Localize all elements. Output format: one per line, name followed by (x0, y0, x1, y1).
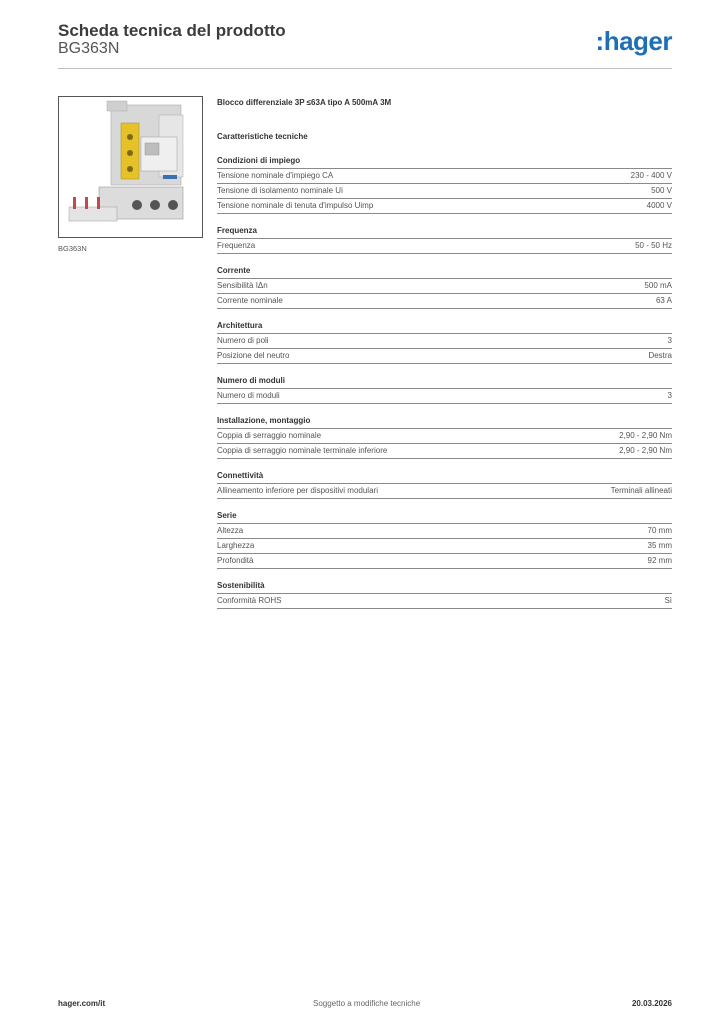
product-code: BG363N (58, 40, 120, 57)
spec-label: Numero di moduli (217, 391, 280, 400)
spec-section (217, 509, 672, 569)
page-title: Scheda tecnica del prodotto (58, 21, 286, 40)
spec-row (217, 429, 672, 444)
spec-label: Frequenza (217, 241, 256, 250)
spec-row (217, 484, 672, 499)
spec-label: Profondità (217, 556, 254, 565)
section-title: Numero di moduli (217, 374, 672, 389)
spec-row (217, 554, 672, 569)
spec-section (217, 374, 672, 404)
spec-row (217, 279, 672, 294)
spec-row (217, 349, 672, 364)
section-title: Connettività (217, 469, 672, 484)
spec-row (217, 184, 672, 199)
spec-label: Posizione del neutro (217, 351, 290, 360)
spec-row (217, 169, 672, 184)
spec-section (217, 414, 672, 459)
spec-label: Coppia di serraggio nominale terminale inferiore (217, 446, 388, 455)
spec-value: 2,90 - 2,90 Nm (619, 431, 672, 440)
section-title: Sostenibilità (217, 579, 672, 594)
spec-label: Tensione nominale d'impiego CA (217, 171, 334, 180)
spec-row (217, 539, 672, 554)
spec-label: Altezza (217, 526, 244, 535)
spec-sections (217, 154, 672, 609)
spec-value: 4000 V (646, 201, 672, 210)
spec-value: Sì (664, 596, 672, 605)
spec-row (217, 389, 672, 404)
spec-value: 2,90 - 2,90 Nm (619, 446, 672, 455)
spec-section (217, 579, 672, 609)
section-title: Frequenza (217, 224, 672, 239)
footer-date: 20.03.2026 (631, 999, 672, 1008)
product-image-caption: BG363N (58, 244, 87, 253)
footer-notice: Soggetto a modifiche tecniche (313, 999, 421, 1008)
spec-value: 50 - 50 Hz (635, 241, 672, 250)
product-name: Blocco differenziale 3P ≤63A tipo A 500mA 3M (217, 98, 392, 107)
spec-section (217, 319, 672, 364)
spec-value: 92 mm (647, 556, 672, 565)
characteristics-heading: Caratteristiche tecniche (217, 132, 308, 141)
spec-value: 35 mm (647, 541, 672, 550)
spec-row (217, 199, 672, 214)
section-title: Corrente (217, 264, 672, 279)
spec-content (217, 96, 672, 609)
spec-value: 230 - 400 V (630, 171, 672, 180)
spec-row (217, 444, 672, 459)
spec-value: 3 (667, 391, 672, 400)
spec-value: 63 A (655, 296, 672, 305)
section-title: Condizioni di impiego (217, 154, 672, 169)
spec-label: Conformità ROHS (217, 596, 282, 605)
spec-value: 3 (667, 336, 672, 345)
spec-label: Corrente nominale (217, 296, 283, 305)
spec-label: Tensione nominale di tenuta d'impulso Uimp (217, 201, 374, 210)
product-image (59, 97, 202, 237)
spec-row (217, 334, 672, 349)
spec-label: Larghezza (217, 541, 255, 550)
spec-label: Tensione di isolamento nominale Ui (217, 186, 343, 195)
spec-row (217, 594, 672, 609)
footer-website[interactable]: hager.com/it (58, 999, 106, 1008)
spec-row (217, 524, 672, 539)
spec-section (217, 154, 672, 214)
spec-row (217, 294, 672, 309)
section-title: Serie (217, 509, 672, 524)
header-divider (58, 68, 672, 69)
spec-value: Destra (648, 351, 672, 360)
product-image-frame (58, 96, 203, 238)
section-title: Architettura (217, 319, 672, 334)
spec-label: Numero di poli (217, 336, 269, 345)
section-title: Installazione, montaggio (217, 414, 672, 429)
spec-value: 70 mm (647, 526, 672, 535)
spec-section (217, 224, 672, 254)
spec-label: Coppia di serraggio nominale (217, 431, 322, 440)
spec-section (217, 469, 672, 499)
spec-value: 500 V (651, 186, 672, 195)
spec-section (217, 264, 672, 309)
spec-row (217, 239, 672, 254)
spec-value: 500 mA (644, 281, 672, 290)
hager-logo: :hager (595, 26, 672, 56)
spec-label: Sensibilità IΔn (217, 281, 268, 290)
spec-label: Allineamento inferiore per dispositivi modulari (217, 486, 378, 495)
spec-value: Terminali allineati (610, 486, 672, 495)
